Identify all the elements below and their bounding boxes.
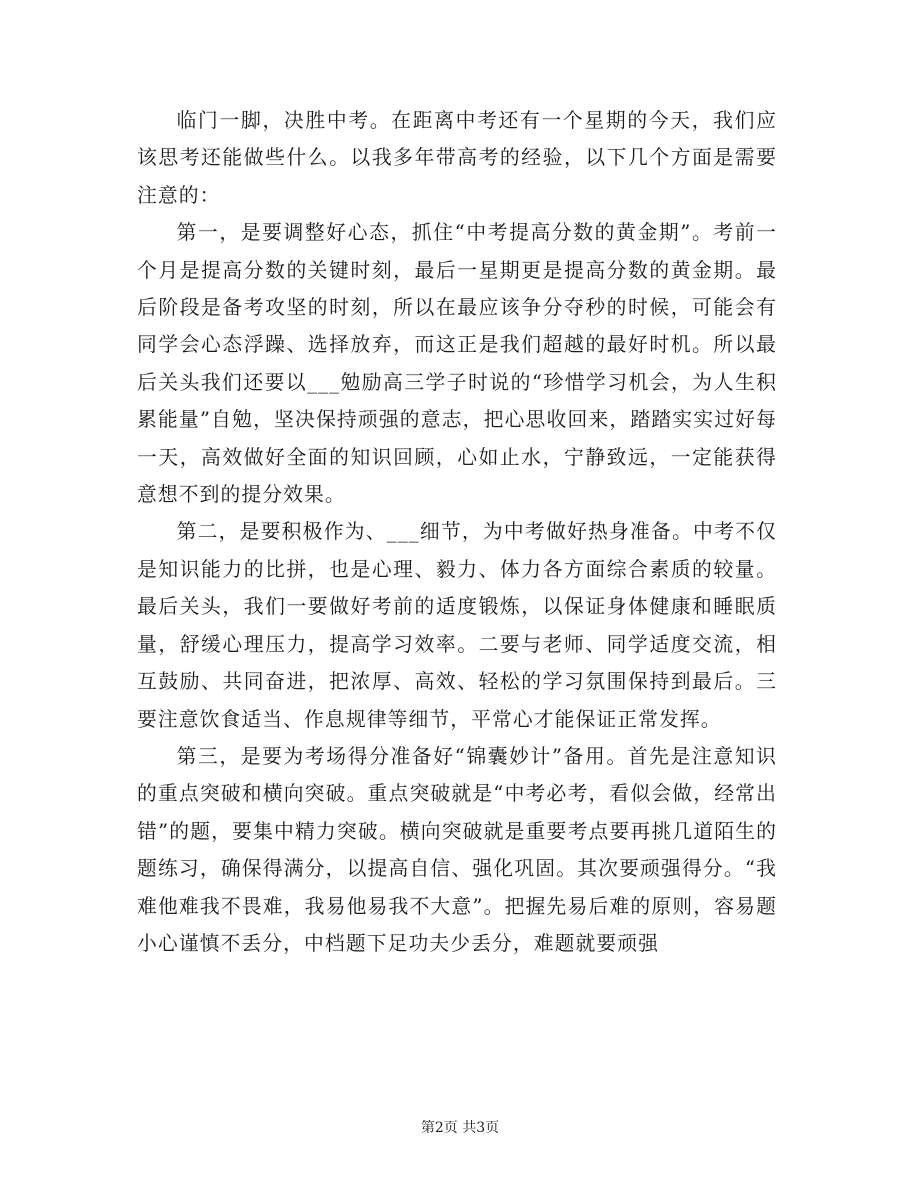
document-body <box>137 102 777 962</box>
paragraph-first: 第一，是要调整好心态，抓住“中考提高分数的黄金期”。考前一个月是提高分数的关键时刻，最后一星期更是提高分数的黄金期。最后阶段是备考攻坚的时刻，所以在最应该争分夺秒的时候，可能会有同学会心态浮躁、选择放弃，而这正是我们超越的最好时机。所以最后关头我们还要以___勉励高三学子时说的“珍惜学习机会，为人生积累能量”自勉，坚决保持顽强的意志，把心思收回来，踏踏实实过好每一天，高效做好全面的知识回顾，心如止水，宁静致远，一定能获得意想不到的提分效果。 <box>137 221 777 507</box>
paragraph-third: 第三，是要为考场得分准备好“锦囊妙计”备用。首先是注意知识的重点突破和横向突破。重点突破就是“中考必考，看似会做，经常出错”的题，要集中精力突破。横向突破就是重要考点要再挑几道陌生的题练习，确保得满分，以提高自信、强化巩固。其次要顽强得分。“我难他难我不畏难，我易他易我不大意”。把握先易后难的原则，容易题小心谨慎不丢分，中档题下足功夫少丢分，难题就要顽强 <box>137 744 777 955</box>
paragraph-second: 第二，是要积极作为、___细节，为中考做好热身准备。中考不仅是知识能力的比拼，也是心理、毅力、体力各方面综合素质的较量。最后关头，我们一要做好考前的适度锻炼，以保证身体健康和睡眠质量，舒缓心理压力，提高学习效率。二要与老师、同学适度交流，相互鼓励、共同奋进，把浓厚、高效、轻松的学习氛围保持到最后。三要注意饮食适当、作息规律等细节，平常心才能保证正常发挥。 <box>137 520 777 731</box>
paragraph-intro: 临门一脚，决胜中考。在距离中考还有一个星期的今天，我们应该思考还能做些什么。以我多年带高考的经验，以下几个方面是需要注意的： <box>137 109 777 207</box>
page-number-footer: 第2页 共3页 <box>420 1120 500 1136</box>
